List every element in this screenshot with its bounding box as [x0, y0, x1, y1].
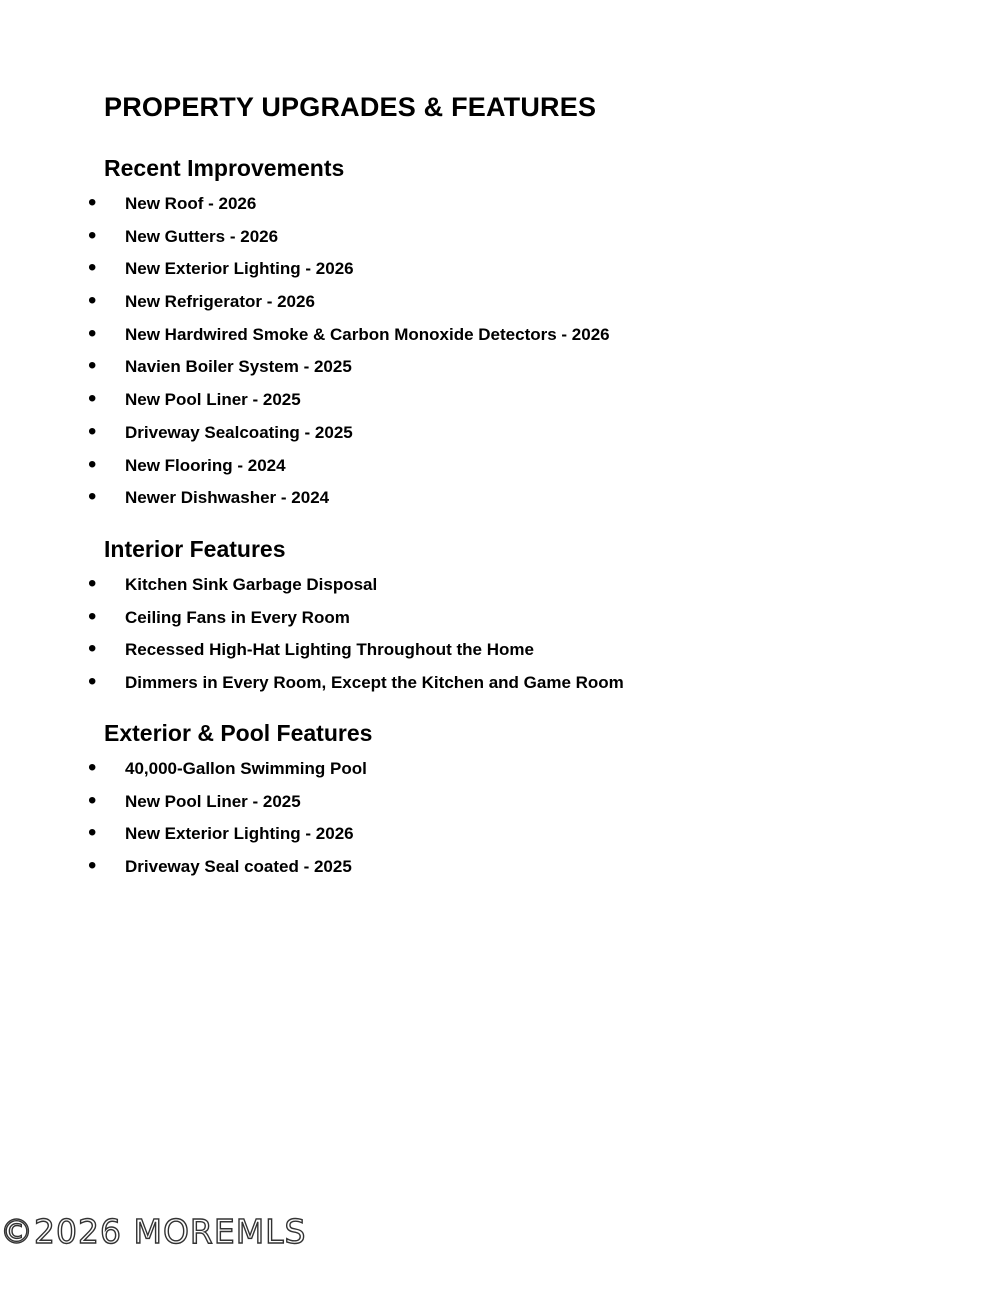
bullet-icon: •	[88, 483, 97, 511]
section-heading: Exterior & Pool Features	[104, 720, 373, 746]
section-heading: Recent Improvements	[104, 155, 345, 181]
list-item-text: New Exterior Lighting - 2026	[125, 259, 354, 279]
bullet-icon: •	[88, 668, 97, 696]
bullet-icon: •	[88, 385, 97, 413]
list-item	[0, 483, 800, 522]
list-item-text: 40,000-Gallon Swimming Pool	[125, 759, 367, 778]
list-item-text: Ceiling Fans in Every Room	[125, 607, 350, 627]
bullet-icon: •	[88, 450, 97, 478]
item-list	[0, 189, 800, 522]
list-item-text: Kitchen Sink Garbage Disposal	[125, 575, 378, 594]
list-item	[0, 852, 800, 891]
list-item-text: Driveway Seal coated - 2025	[125, 857, 352, 877]
section-heading: Interior Features	[104, 536, 286, 562]
bullet-icon: •	[88, 852, 97, 880]
list-item-text: Driveway Sealcoating - 2025	[125, 422, 353, 442]
list-item-text: New Pool Liner - 2025	[125, 390, 301, 410]
list-item	[0, 254, 800, 293]
list-item	[0, 635, 800, 674]
list-item-text: New Pool Liner - 2025	[125, 791, 301, 811]
bullet-icon: •	[88, 570, 97, 597]
bullet-icon: •	[88, 635, 97, 663]
bullet-icon: •	[88, 254, 97, 282]
list-item	[0, 570, 800, 609]
list-item-text: Newer Dishwasher - 2024	[125, 488, 330, 508]
bullet-icon: •	[88, 417, 97, 445]
list-item	[0, 319, 800, 359]
list-item	[0, 385, 800, 424]
list-item	[0, 819, 800, 858]
bullet-icon: •	[88, 189, 97, 216]
list-item-text: Navien Boiler System - 2025	[125, 357, 352, 377]
list-item	[0, 602, 800, 642]
page-title: PROPERTY UPGRADES & FEATURES	[104, 92, 597, 122]
list-item	[0, 417, 800, 457]
list-item	[0, 352, 800, 391]
bullet-icon: •	[88, 319, 97, 347]
list-item	[0, 668, 800, 707]
list-item	[0, 786, 800, 826]
list-item-text: New Flooring - 2024	[125, 455, 286, 475]
list-item-text: New Hardwired Smoke & Carbon Monoxide Detectors - 2026	[125, 324, 610, 344]
bullet-icon: •	[88, 819, 97, 847]
list-item-text: Dimmers in Every Room, Except the Kitchen and Game Room	[125, 673, 624, 693]
list-item-text: Recessed High-Hat Lighting Throughout the Home	[125, 640, 534, 660]
bullet-icon: •	[88, 754, 97, 781]
list-item-text: New Gutters - 2026	[125, 226, 279, 246]
item-list	[0, 570, 800, 707]
item-list	[0, 754, 800, 891]
bullet-icon: •	[88, 221, 97, 249]
bullet-icon: •	[88, 287, 97, 315]
bullet-icon: •	[88, 352, 97, 380]
list-item-text: New Refrigerator - 2026	[125, 292, 315, 312]
bullet-icon: •	[88, 786, 97, 814]
list-item-text: New Exterior Lighting - 2026	[125, 824, 354, 844]
list-item-text: New Roof - 2026	[125, 194, 257, 213]
list-item	[0, 287, 800, 326]
copyright-watermark: ©2026 MOREMLS	[0, 1212, 307, 1251]
list-item	[0, 221, 800, 261]
list-item	[0, 189, 800, 228]
list-item	[0, 754, 800, 793]
list-item	[0, 450, 800, 490]
bullet-icon: •	[88, 602, 97, 630]
